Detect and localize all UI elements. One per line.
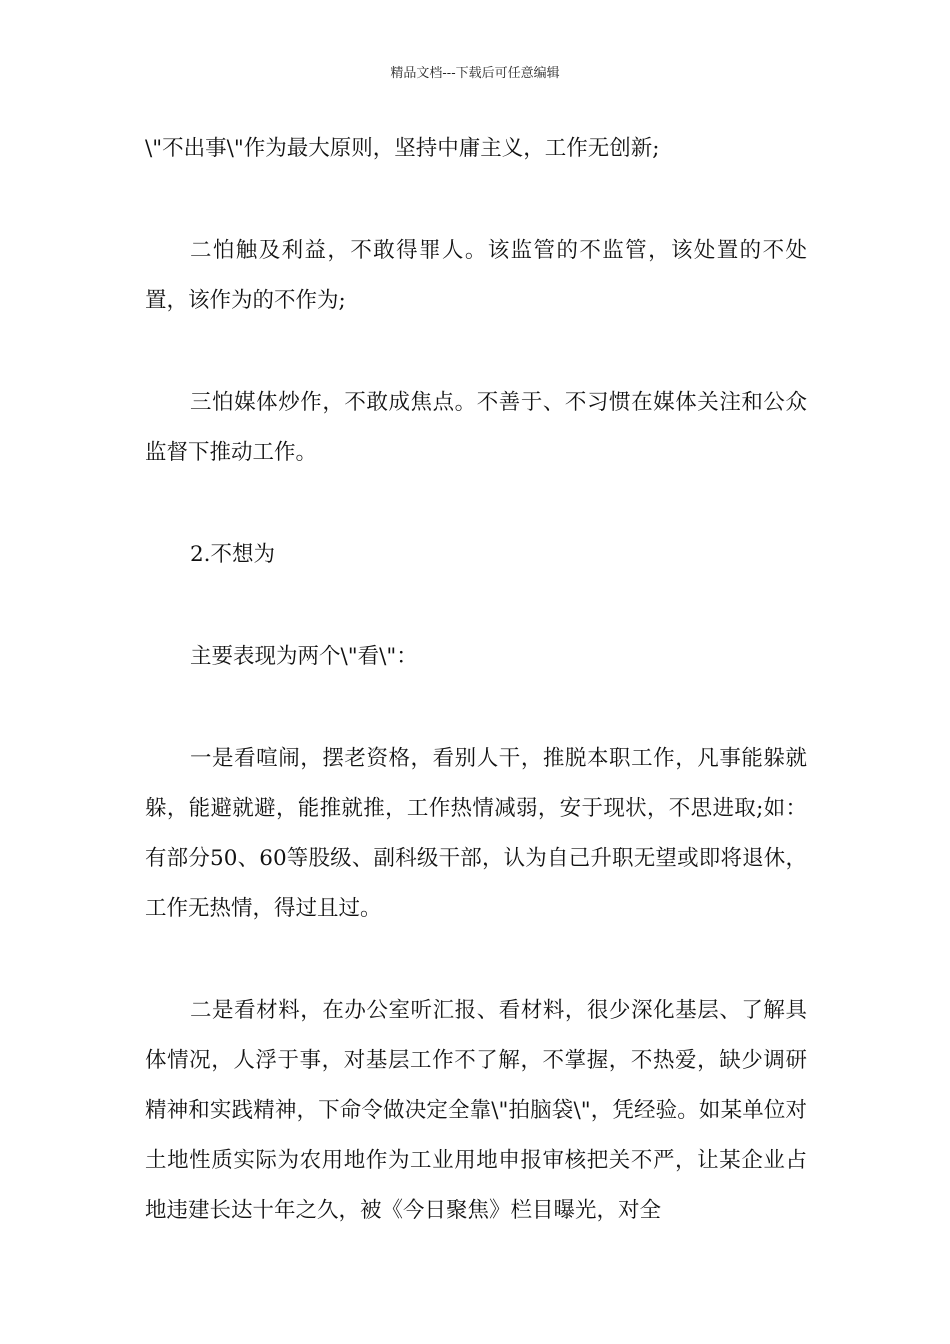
section-heading: 2.不想为 <box>190 542 276 567</box>
paragraph-second-fear: 二怕触及利益，不敢得罪人。该监管的不监管，该处置的不处置，该作为的不作为; <box>145 238 807 313</box>
page-header: 精品文档---下载后可任意编辑 <box>390 66 560 81</box>
paragraph-second-look: 二是看材料，在办公室听汇报、看材料，很少深化基层、了解具体情况，人浮于事，对基层工作不了解，不掌握，不热爱，缺少调研精神和实践精神，下命令做决定全靠\"拍脑袋\"，凭经验。如某单位对土地性质实际为农用地作为工业用地申报审核把关不严，让某企业占地违建长达十年之久，被《今日聚焦》栏目曝光，对全 <box>145 998 807 1223</box>
document-body <box>145 124 807 1236</box>
paragraph-intro: 主要表现为两个\"看\"： <box>190 644 418 669</box>
paragraph-third-fear: 三怕媒体炒作，不敢成焦点。不善于、不习惯在媒体关注和公众监督下推动工作。 <box>145 390 807 465</box>
paragraph-first-look: 一是看喧闹，摆老资格，看别人干，推脱本职工作，凡事能躲就躲，能避就避，能推就推，工作热情减弱，安于现状，不思进取;如：有部分50、60等股级、副科级干部，认为自己升职无望或即将退休，工作无热情，得过且过。 <box>145 746 807 921</box>
paragraph-continuation: \"不出事\"作为最大原则，坚持中庸主义，工作无创新; <box>145 136 660 161</box>
